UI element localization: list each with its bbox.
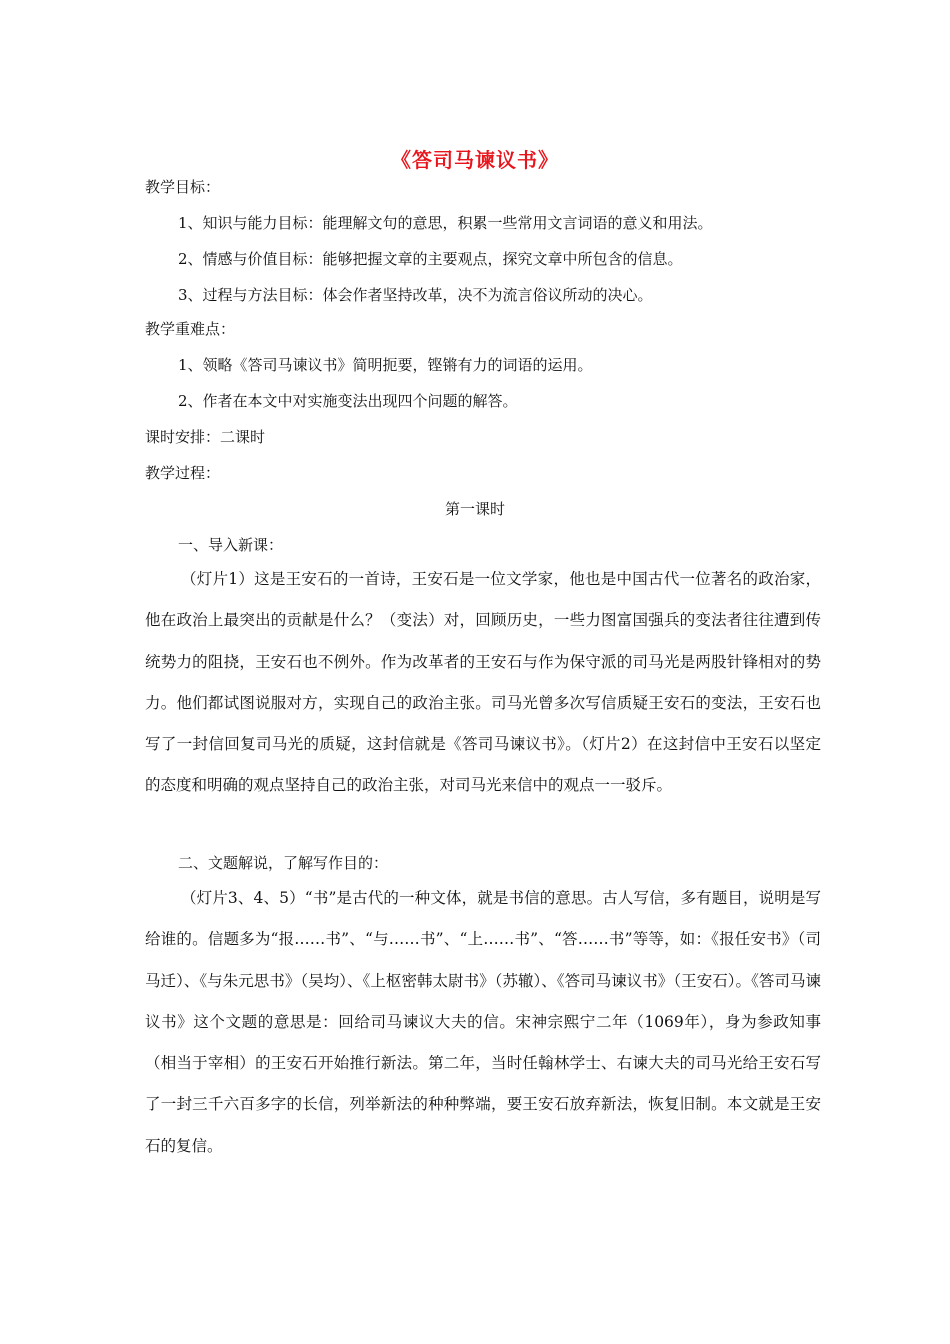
objective-item: 3、过程与方法目标：体会作者坚持改革，决不为流言俗议所动的决心。 bbox=[178, 286, 653, 304]
keypoint-item: 2、作者在本文中对实施变法出现四个问题的解答。 bbox=[178, 392, 518, 410]
section2-heading: 二、文题解说，了解写作目的： bbox=[178, 854, 389, 872]
process-heading: 教学过程： bbox=[145, 464, 221, 482]
objective-item: 1、知识与能力目标：能理解文句的意思，积累一些常用文言词语的意义和用法。 bbox=[178, 214, 713, 232]
objectives-heading: 教学目标： bbox=[145, 178, 221, 196]
section1-heading: 一、导入新课： bbox=[178, 536, 284, 554]
objective-item: 2、情感与价值目标：能够把握文章的主要观点，探究文章中所包含的信息。 bbox=[178, 250, 683, 268]
section1-paragraph: （灯片1）这是王安石的一首诗，王安石是一位文学家，他也是中国古代一位著名的政治家，他在政治上最突出的贡献是什么？（变法）对，回顾历史，一些力图富国强兵的变法者往往遭到传统势力的阻挠，王安石也不例外。作为改革者的王安石与作为保守派的司马光是两股针锋相对的势力。他们都试图说服对方，实现自己的政治主张。司马光曾多次写信质疑王安石的变法，王安石也写了一封信回复司马光的质疑，这封信就是《答司马谏议书》。（灯片2）在这封信中王安石以坚定的态度和明确的观点坚持自己的政治主张，对司马光来信中的观点一一驳斥。 bbox=[145, 570, 821, 795]
section2-paragraph: （灯片3、4、5）“书”是古代的一种文体，就是书信的意思。古人写信，多有题目，说明是写给谁的。信题多为“报……书”、“与……书”、“上……书”、“答……书”等等，如：《报任安书》（司马迁）、《与朱元思书》（吴均）、《上枢密韩太尉书》（苏辙）、《答司马谏议书》（王安石）。《答司马谏议书》这个文题的意思是：回给司马谏议大夫的信。宋神宗熙宁二年（1069年），身为参政知事（相当于宰相）的王安石开始推行新法。第二年，当时任翰林学士、右谏大夫的司马光给王安石写了一封三千六百多字的长信，列举新法的种种弊端，要王安石放弃新法，恢复旧制。本文就是王安石的复信。 bbox=[145, 889, 821, 1155]
keypoint-item: 1、领略《答司马谏议书》简明扼要，铿锵有力的词语的运用。 bbox=[178, 356, 593, 374]
schedule-text: 课时安排：二课时 bbox=[145, 428, 266, 446]
document-title: 《答司马谏议书》 bbox=[391, 148, 559, 172]
lesson-heading: 第一课时 bbox=[444, 500, 505, 518]
keypoints-heading: 教学重难点： bbox=[145, 320, 236, 338]
